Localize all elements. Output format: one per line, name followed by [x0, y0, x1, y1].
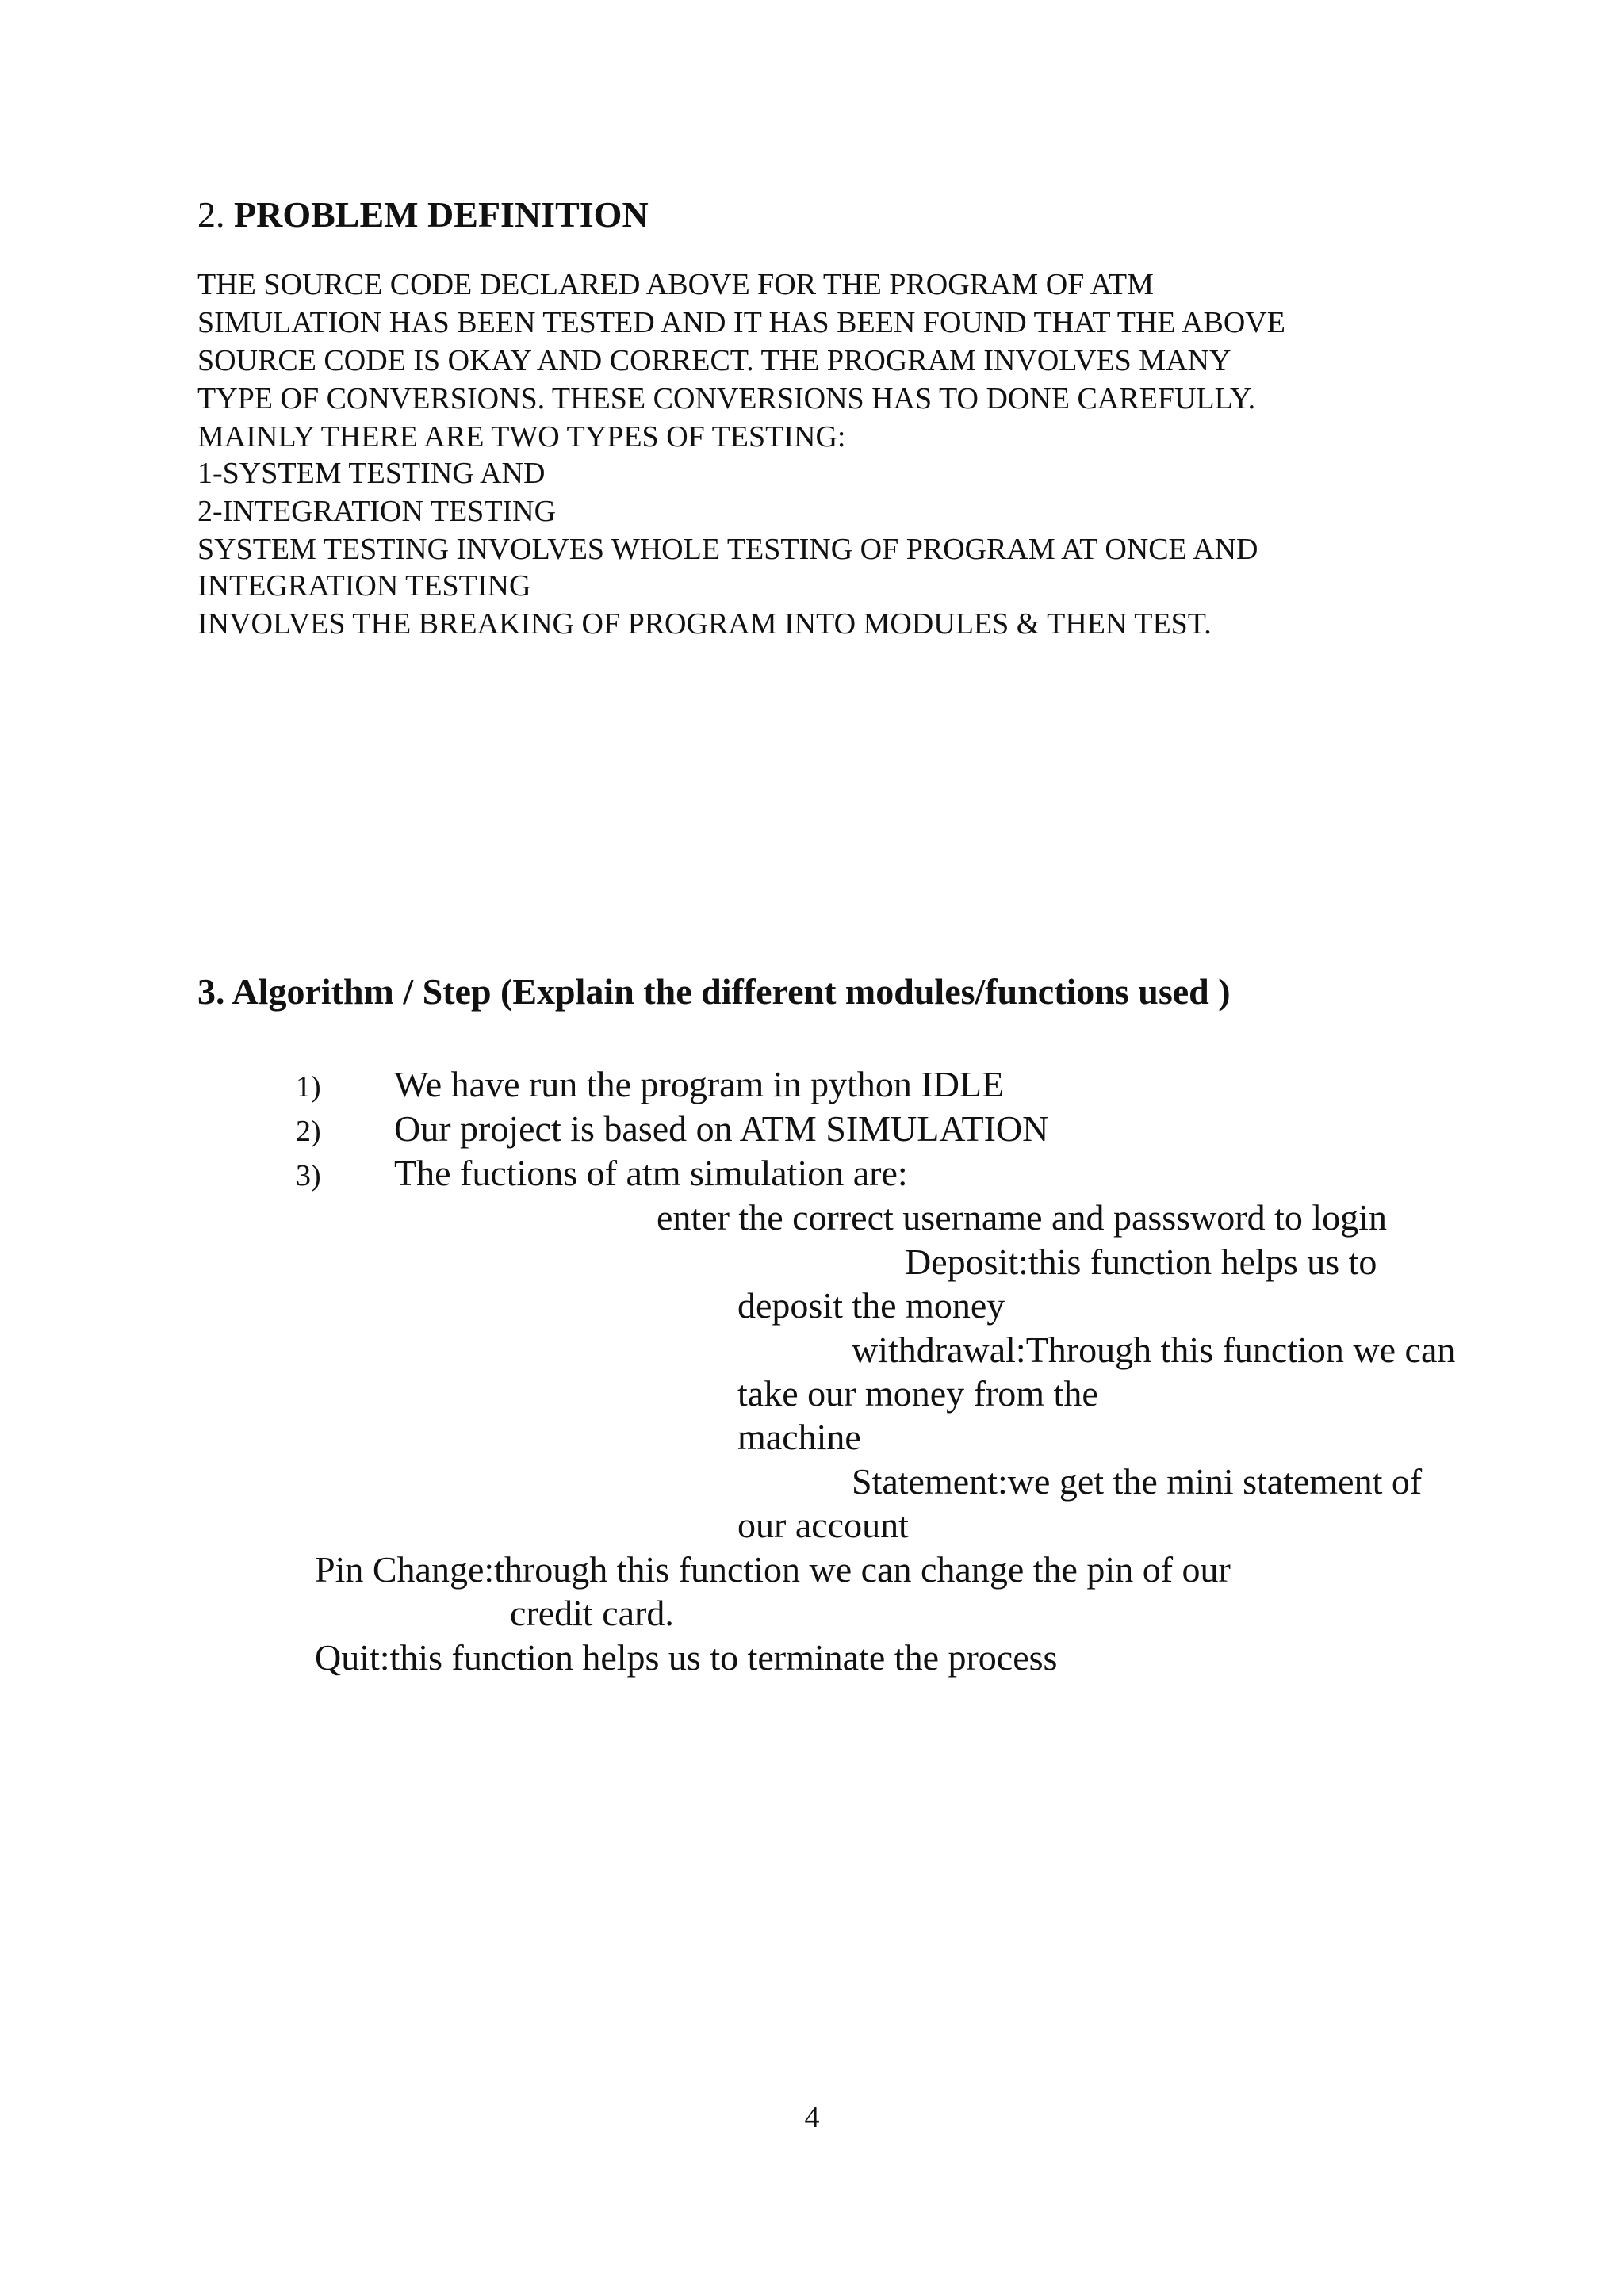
function-line-deposit: Deposit:this function helps us to [905, 1242, 1377, 1282]
list-item-3: The fuctions of atm simulation are: [394, 1153, 908, 1193]
problem-line-1: THE SOURCE CODE DECLARED ABOVE FOR THE PROGRAM OF ATM [197, 268, 1154, 301]
problem-line-8: SYSTEM TESTING INVOLVES WHOLE TESTING OF PROGRAM AT ONCE AND [197, 533, 1258, 566]
problem-line-4: TYPE OF CONVERSIONS. THESE CONVERSIONS HAS TO DONE CAREFULLY. [197, 382, 1256, 415]
function-line-statement: Statement:we get the mini statement of [852, 1461, 1423, 1502]
list-number-3: 3) [296, 1159, 321, 1192]
section-3-heading: 3. Algorithm / Step (Explain the different modules/functions used ) [197, 971, 1231, 1012]
list-number-1: 1) [296, 1070, 321, 1104]
section-2-title: PROBLEM DEFINITION [234, 194, 649, 235]
problem-line-3: SOURCE CODE IS OKAY AND CORRECT. THE PROGRAM INVOLVES MANY [197, 344, 1231, 377]
problem-line-5: MAINLY THERE ARE TWO TYPES OF TESTING: [197, 420, 846, 453]
function-line-pin-change-cont: credit card. [510, 1593, 674, 1633]
section-2-number: 2. [197, 194, 225, 235]
problem-line-7: 2-INTEGRATION TESTING [197, 495, 557, 528]
function-line-withdrawal-cont: take our money from the [737, 1373, 1098, 1414]
page-number: 4 [804, 2101, 820, 2134]
problem-line-2: SIMULATION HAS BEEN TESTED AND IT HAS BEEN FOUND THAT THE ABOVE [197, 306, 1285, 339]
function-line-withdrawal: withdrawal:Through this function we can [852, 1330, 1456, 1370]
list-item-1: We have run the program in python IDLE [394, 1064, 1005, 1104]
function-line-deposit-cont: deposit the money [737, 1285, 1005, 1326]
function-line-statement-cont: our account [737, 1505, 909, 1545]
problem-line-10: INVOLVES THE BREAKING OF PROGRAM INTO MODULES & THEN TEST. [197, 607, 1212, 641]
function-line-quit: Quit:this function helps us to terminate the process [315, 1637, 1058, 1678]
list-number-2: 2) [296, 1115, 321, 1148]
list-item-2: Our project is based on ATM SIMULATION [394, 1108, 1049, 1149]
problem-line-9: INTEGRATION TESTING [197, 569, 531, 603]
function-line-login: enter the correct username and passsword to login [657, 1197, 1387, 1238]
function-line-pin-change: Pin Change:through this function we can change the pin of our [315, 1549, 1231, 1590]
problem-line-6: 1-SYSTEM TESTING AND [197, 457, 546, 490]
section-2-heading [197, 194, 649, 235]
function-line-withdrawal-cont-2: machine [737, 1417, 861, 1457]
